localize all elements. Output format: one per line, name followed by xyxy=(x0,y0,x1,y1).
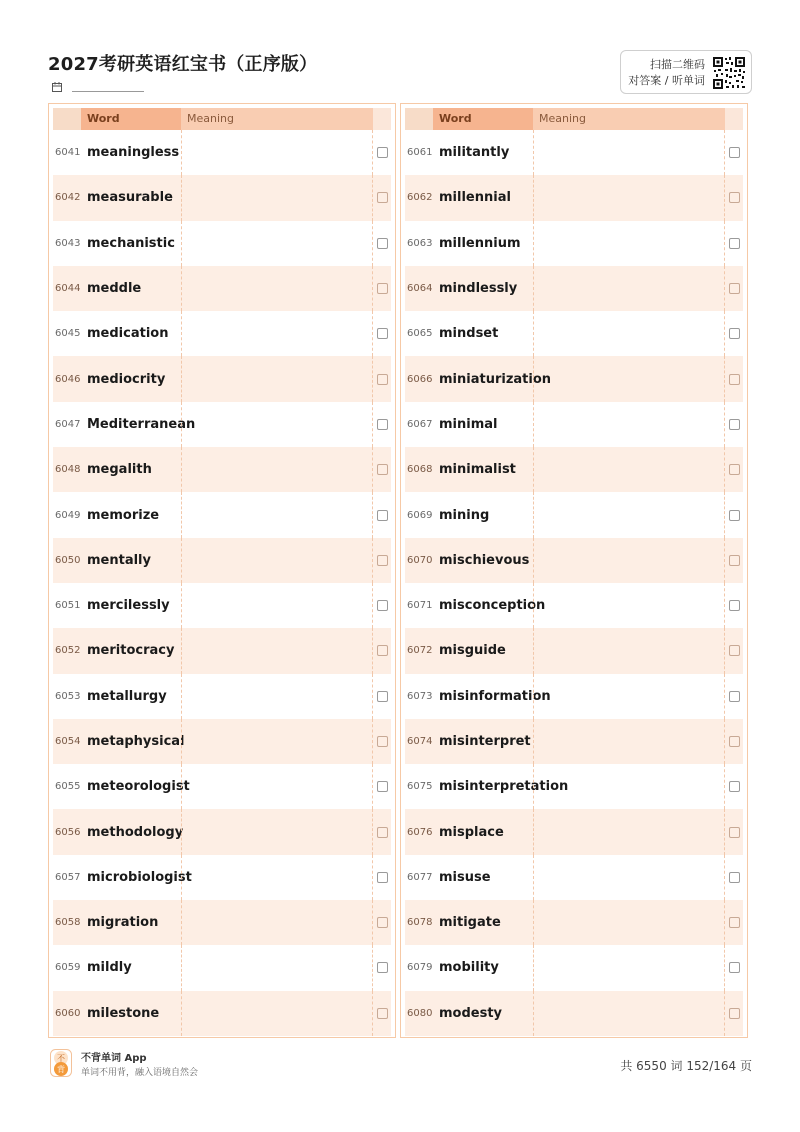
checkbox[interactable] xyxy=(377,464,388,475)
word-text: medication xyxy=(87,326,169,342)
check-cell xyxy=(725,175,743,220)
table-row xyxy=(53,991,391,1036)
check-cell xyxy=(725,311,743,356)
word-number: 6049 xyxy=(55,509,81,521)
table-row xyxy=(405,628,743,673)
check-cell xyxy=(373,492,391,537)
word-text: miniaturization xyxy=(439,371,552,387)
check-cell xyxy=(725,356,743,401)
check-cell xyxy=(373,628,391,673)
checkbox[interactable] xyxy=(729,328,740,339)
word-text: misconception xyxy=(439,598,546,614)
meaning-blank[interactable] xyxy=(181,719,373,764)
header-meaning: Meaning xyxy=(181,108,373,130)
table-row xyxy=(405,538,743,583)
word-text: Mediterranean xyxy=(87,416,196,432)
word-number: 6041 xyxy=(55,147,81,159)
table-row xyxy=(405,266,743,311)
checkbox[interactable] xyxy=(377,192,388,203)
check-cell xyxy=(373,402,391,447)
word-text: misplace xyxy=(439,824,504,840)
meaning-blank[interactable] xyxy=(533,356,725,401)
table-row xyxy=(405,900,743,945)
checkbox[interactable] xyxy=(377,419,388,430)
checkbox[interactable] xyxy=(377,510,388,521)
word-number: 6066 xyxy=(407,373,433,385)
word-number: 6067 xyxy=(407,418,433,430)
checkbox[interactable] xyxy=(377,147,388,158)
checkbox[interactable] xyxy=(729,238,740,249)
word-number: 6064 xyxy=(407,283,433,295)
word-number: 6051 xyxy=(55,600,81,612)
check-cell xyxy=(725,266,743,311)
word-number: 6045 xyxy=(55,328,81,340)
word-number: 6058 xyxy=(55,917,81,929)
word-text: meritocracy xyxy=(87,643,175,659)
meaning-blank[interactable] xyxy=(533,492,725,537)
check-cell xyxy=(725,538,743,583)
checkbox[interactable] xyxy=(377,555,388,566)
page-title: 2027考研英语红宝书（正序版） xyxy=(48,54,318,75)
check-cell xyxy=(725,945,743,990)
checkbox[interactable] xyxy=(377,1008,388,1019)
meaning-blank[interactable] xyxy=(181,809,373,854)
check-cell xyxy=(725,628,743,673)
word-text: minimal xyxy=(439,416,498,432)
check-cell xyxy=(373,130,391,175)
word-number: 6060 xyxy=(55,1007,81,1019)
word-number: 6077 xyxy=(407,871,433,883)
word-number: 6042 xyxy=(55,192,81,204)
word-text: migration xyxy=(87,915,159,931)
table-row xyxy=(53,945,391,990)
check-cell xyxy=(725,583,743,628)
checkbox[interactable] xyxy=(729,691,740,702)
check-cell xyxy=(725,900,743,945)
word-number: 6075 xyxy=(407,781,433,793)
word-number: 6054 xyxy=(55,736,81,747)
table-row xyxy=(405,356,743,401)
table-row xyxy=(405,492,743,537)
qr-card[interactable] xyxy=(620,50,752,94)
meaning-blank[interactable] xyxy=(533,221,725,266)
check-cell xyxy=(373,900,391,945)
checkbox[interactable] xyxy=(729,600,740,611)
word-number: 6073 xyxy=(407,690,433,702)
logo-char-2: 背 xyxy=(57,1065,65,1074)
meaning-blank[interactable] xyxy=(533,764,725,809)
check-cell xyxy=(373,945,391,990)
check-cell xyxy=(725,130,743,175)
word-text: memorize xyxy=(87,507,160,523)
header-meaning: Meaning xyxy=(533,108,725,130)
meaning-blank[interactable] xyxy=(533,266,725,311)
word-number: 6076 xyxy=(407,826,433,838)
checkbox[interactable] xyxy=(377,283,388,294)
word-number: 6080 xyxy=(407,1007,433,1019)
check-cell xyxy=(373,266,391,311)
header-number-cell xyxy=(405,108,433,130)
table-rows xyxy=(53,130,391,1036)
word-number: 6048 xyxy=(55,464,81,476)
word-number: 6056 xyxy=(55,826,81,838)
meaning-blank[interactable] xyxy=(181,492,373,537)
table-rows xyxy=(405,130,743,1036)
date-row xyxy=(52,82,144,92)
app-name: 不背单词 App xyxy=(81,1053,147,1064)
date-fill-line[interactable] xyxy=(72,91,144,92)
table-row xyxy=(53,855,391,900)
meaning-blank[interactable] xyxy=(181,900,373,945)
checkbox[interactable] xyxy=(729,872,740,883)
meaning-blank[interactable] xyxy=(533,402,725,447)
header-check-cell xyxy=(373,108,391,130)
meaning-blank[interactable] xyxy=(533,855,725,900)
word-number: 6072 xyxy=(407,645,433,657)
check-cell xyxy=(725,447,743,492)
check-cell xyxy=(373,311,391,356)
table-row xyxy=(405,674,743,719)
word-text: megalith xyxy=(87,462,152,478)
checkbox[interactable] xyxy=(729,283,740,294)
check-cell xyxy=(373,583,391,628)
word-text: misguide xyxy=(439,643,506,659)
meaning-blank[interactable] xyxy=(181,266,373,311)
checkbox[interactable] xyxy=(729,192,740,203)
checkbox[interactable] xyxy=(729,736,740,747)
table-row xyxy=(53,356,391,401)
qr-caption-line2: 对答案 / 听单词 xyxy=(628,74,705,87)
table-row xyxy=(405,221,743,266)
checkbox[interactable] xyxy=(729,645,740,656)
word-number: 6059 xyxy=(55,962,81,974)
check-cell xyxy=(725,764,743,809)
check-cell xyxy=(725,492,743,537)
page-header xyxy=(48,50,752,100)
meaning-blank[interactable] xyxy=(533,311,725,356)
checkbox[interactable] xyxy=(377,781,388,792)
word-text: milestone xyxy=(87,1005,160,1021)
meaning-blank[interactable] xyxy=(181,221,373,266)
meaning-blank[interactable] xyxy=(181,175,373,220)
table-row xyxy=(53,719,391,764)
word-text: meddle xyxy=(87,281,142,297)
check-cell xyxy=(373,356,391,401)
word-text: mediocrity xyxy=(87,371,166,387)
table-row xyxy=(53,583,391,628)
word-text: measurable xyxy=(87,190,173,206)
checkbox[interactable] xyxy=(729,147,740,158)
checkbox[interactable] xyxy=(729,555,740,566)
meaning-blank[interactable] xyxy=(533,583,725,628)
table-row xyxy=(53,674,391,719)
meaning-blank[interactable] xyxy=(181,130,373,175)
table-row xyxy=(405,130,743,175)
word-number: 6069 xyxy=(407,509,433,521)
meaning-blank[interactable] xyxy=(181,991,373,1036)
table-row xyxy=(53,130,391,175)
table-row xyxy=(53,492,391,537)
meaning-blank[interactable] xyxy=(533,628,725,673)
qr-caption-line1: 扫描二维码 xyxy=(650,58,705,71)
table-row xyxy=(405,945,743,990)
checkbox[interactable] xyxy=(377,691,388,702)
check-cell xyxy=(373,447,391,492)
table-row xyxy=(53,900,391,945)
word-text: militantly xyxy=(439,145,510,161)
meaning-blank[interactable] xyxy=(533,674,725,719)
checkbox[interactable] xyxy=(377,238,388,249)
word-number: 6047 xyxy=(55,418,81,430)
word-number: 6053 xyxy=(55,690,81,702)
checkbox[interactable] xyxy=(729,1008,740,1019)
checkbox[interactable] xyxy=(377,374,388,385)
checkbox[interactable] xyxy=(377,736,388,747)
word-number: 6044 xyxy=(55,283,81,295)
check-cell xyxy=(725,674,743,719)
meaning-blank[interactable] xyxy=(533,991,725,1036)
table-row xyxy=(405,447,743,492)
table-row xyxy=(405,583,743,628)
word-text: misinformation xyxy=(439,688,551,704)
checkbox[interactable] xyxy=(377,962,388,973)
check-cell xyxy=(725,719,743,764)
meaning-blank[interactable] xyxy=(181,447,373,492)
table-row xyxy=(405,764,743,809)
table-row xyxy=(53,809,391,854)
table-row xyxy=(405,809,743,854)
checkbox[interactable] xyxy=(729,374,740,385)
word-number: 6078 xyxy=(407,917,433,929)
word-number: 6052 xyxy=(55,645,81,657)
word-text: metallurgy xyxy=(87,688,167,704)
check-cell xyxy=(373,538,391,583)
table-row xyxy=(53,402,391,447)
check-cell xyxy=(373,221,391,266)
word-text: misinterpret xyxy=(439,734,531,749)
meaning-blank[interactable] xyxy=(533,130,725,175)
meaning-blank[interactable] xyxy=(181,855,373,900)
meaning-blank[interactable] xyxy=(533,945,725,990)
checkbox[interactable] xyxy=(729,827,740,838)
checkbox[interactable] xyxy=(377,328,388,339)
word-number: 6070 xyxy=(407,554,433,566)
word-text: mentally xyxy=(87,552,151,568)
check-cell xyxy=(373,175,391,220)
meaning-blank[interactable] xyxy=(533,538,725,583)
table-row xyxy=(53,447,391,492)
word-text: modesty xyxy=(439,1005,503,1021)
check-cell xyxy=(373,719,391,764)
word-text: minimalist xyxy=(439,462,516,478)
word-number: 6063 xyxy=(407,237,433,249)
checkbox[interactable] xyxy=(729,464,740,475)
checkbox[interactable] xyxy=(729,510,740,521)
meaning-blank[interactable] xyxy=(181,945,373,990)
word-number: 6065 xyxy=(407,328,433,340)
word-text: mining xyxy=(439,507,490,523)
table-row xyxy=(405,402,743,447)
word-number: 6043 xyxy=(55,237,81,249)
checkbox[interactable] xyxy=(377,600,388,611)
checkbox[interactable] xyxy=(729,962,740,973)
meaning-blank[interactable] xyxy=(533,175,725,220)
checkbox[interactable] xyxy=(729,419,740,430)
word-number: 6057 xyxy=(55,871,81,883)
word-number: 6061 xyxy=(407,147,433,159)
meaning-blank[interactable] xyxy=(181,764,373,809)
table-row xyxy=(53,538,391,583)
checkbox[interactable] xyxy=(377,872,388,883)
app-slogan: 单词不用背，融入语境自然会 xyxy=(81,1068,199,1078)
checkbox[interactable] xyxy=(377,645,388,656)
table-row xyxy=(53,311,391,356)
check-cell xyxy=(373,991,391,1036)
qr-code-icon[interactable] xyxy=(712,56,746,90)
table-header xyxy=(405,108,743,130)
checkbox[interactable] xyxy=(377,917,388,928)
table-row xyxy=(405,175,743,220)
check-cell xyxy=(725,221,743,266)
check-cell xyxy=(725,991,743,1036)
header-number-cell xyxy=(53,108,81,130)
word-text: mitigate xyxy=(439,915,501,931)
check-cell xyxy=(373,855,391,900)
word-text: misinterpretation xyxy=(439,779,569,795)
table-row xyxy=(53,221,391,266)
check-cell xyxy=(373,674,391,719)
word-number: 6046 xyxy=(55,373,81,385)
word-number: 6071 xyxy=(407,600,433,612)
word-text: mercilessly xyxy=(87,598,170,614)
word-text: mischievous xyxy=(439,552,530,568)
word-number: 6079 xyxy=(407,962,433,974)
word-text: mindset xyxy=(439,326,499,342)
word-text: millennium xyxy=(439,235,521,251)
checkbox[interactable] xyxy=(729,917,740,928)
meaning-blank[interactable] xyxy=(181,628,373,673)
meaning-blank[interactable] xyxy=(181,583,373,628)
logo-char-1: 不 xyxy=(57,1054,65,1063)
checkbox[interactable] xyxy=(377,827,388,838)
meaning-blank[interactable] xyxy=(181,674,373,719)
page-info: 共 6550 词 152/164 页 xyxy=(620,1059,752,1073)
word-text: mildly xyxy=(87,960,132,976)
meaning-blank[interactable] xyxy=(181,402,373,447)
meaning-blank[interactable] xyxy=(533,809,725,854)
meaning-blank[interactable] xyxy=(533,447,725,492)
check-cell xyxy=(725,809,743,854)
checkbox[interactable] xyxy=(729,781,740,792)
word-text: microbiologist xyxy=(87,869,192,885)
check-cell xyxy=(725,402,743,447)
table-header xyxy=(53,108,391,130)
word-text: metaphysical xyxy=(87,734,185,749)
word-text: meteorologist xyxy=(87,779,190,795)
word-number: 6068 xyxy=(407,464,433,476)
header-word: Word xyxy=(81,108,181,130)
word-text: mobility xyxy=(439,960,499,976)
table-row xyxy=(53,764,391,809)
word-text: meaningless xyxy=(87,145,180,161)
table-row xyxy=(53,175,391,220)
meaning-blank[interactable] xyxy=(533,719,725,764)
app-logo-icon xyxy=(50,1049,72,1077)
meaning-blank[interactable] xyxy=(181,356,373,401)
table-row xyxy=(405,311,743,356)
word-text: misuse xyxy=(439,869,491,885)
table-row xyxy=(405,855,743,900)
check-cell xyxy=(725,855,743,900)
word-number: 6062 xyxy=(407,192,433,204)
table-row xyxy=(53,628,391,673)
word-number: 6055 xyxy=(55,781,81,793)
table-row xyxy=(53,266,391,311)
word-text: mindlessly xyxy=(439,281,518,297)
meaning-blank[interactable] xyxy=(181,538,373,583)
word-table-right xyxy=(400,103,748,1038)
meaning-blank[interactable] xyxy=(533,900,725,945)
word-text: methodology xyxy=(87,824,184,840)
header-check-cell xyxy=(725,108,743,130)
qr-caption xyxy=(628,57,705,89)
table-row xyxy=(405,719,743,764)
word-number: 6074 xyxy=(407,736,433,747)
check-cell xyxy=(373,764,391,809)
page-footer xyxy=(48,1048,752,1080)
word-text: mechanistic xyxy=(87,235,175,251)
calendar-icon xyxy=(52,82,62,92)
table-row xyxy=(405,991,743,1036)
meaning-blank[interactable] xyxy=(181,311,373,356)
word-table-left xyxy=(48,103,396,1038)
word-number: 6050 xyxy=(55,554,81,566)
header-word: Word xyxy=(433,108,533,130)
check-cell xyxy=(373,809,391,854)
word-text: millennial xyxy=(439,190,511,206)
